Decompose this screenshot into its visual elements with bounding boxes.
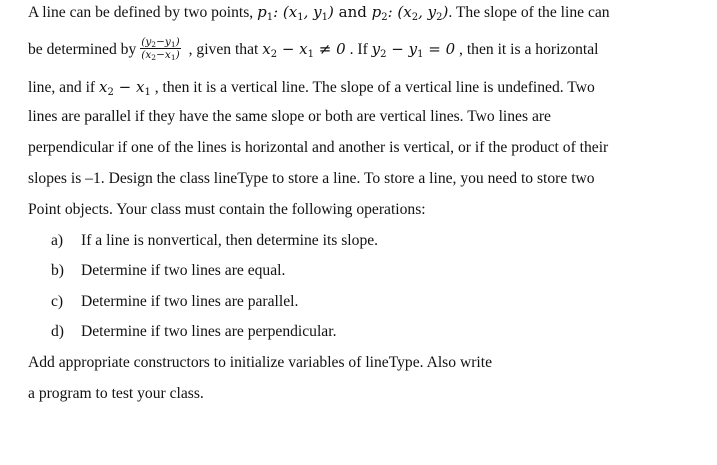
list-item-text: Determine if two lines are perpendicular. [81, 323, 337, 340]
list-item-label: d) [51, 323, 64, 340]
text-line-12: Add appropriate constructors to initialize variables of lineType. Also write [28, 354, 492, 371]
text-segment: , then it is a horizontal [455, 41, 599, 59]
text-segment: line, and if [28, 79, 100, 96]
text-segment: be determined by [28, 41, 137, 59]
list-item [51, 292, 298, 312]
point-p2: $p_2$: ($x_2$, $y_2$) [371, 3, 449, 23]
text-segment: . The slope of the line can [448, 4, 610, 21]
text-line-13: a program to test your class. [28, 385, 204, 402]
text-line-6: slopes is –1. Design the class lineType to store a line. To store a line, you need to store two [28, 170, 595, 187]
text-line-1: A line can be defined by two points, $p_1$: ($x_1$, $y_1$) and $p_2$: ($x_2$, $y_2$). The slope of the line can [28, 3, 610, 23]
text-line-3 [28, 77, 595, 98]
list-item-label: a) [51, 232, 64, 249]
list-item [51, 261, 285, 281]
text-line-5: perpendicular if one of the lines is horizontal and another is vertical, or if the product of their [28, 139, 609, 156]
list-item-text: If a line is nonvertical, then determine its slope. [81, 232, 379, 249]
horizontal-condition: $y_2 - y_1 = 0$ [371, 40, 456, 61]
text-line-2 [28, 38, 599, 63]
list-item [51, 322, 336, 342]
condition-expression: $x_2 - x_1 \ne 0$ [262, 40, 346, 61]
text-segment: . If [345, 41, 372, 59]
list-item [51, 231, 378, 251]
slope-fraction: $\frac{(y_2-y_1)}{(x_2-x_1)}$ [141, 36, 180, 62]
list-item-text: Determine if two lines are equal. [81, 262, 286, 279]
text-line-4: lines are parallel if they have the same slope or both are vertical lines. Two lines are [28, 108, 551, 125]
list-item-label: c) [51, 293, 64, 310]
text-segment: A line can be defined by two points, [28, 4, 258, 21]
text-segment: , given that [184, 41, 263, 59]
point-p1: $p_1$: ($x_1$, $y_1$) [257, 3, 334, 23]
text-line-7: Point objects. Your class must contain the following operations: [28, 201, 426, 218]
list-item-text: Determine if two lines are parallel. [81, 293, 299, 310]
vertical-condition: $x_2 - x_1$ [99, 78, 151, 98]
text-segment: , then it is a vertical line. The slope of a vertical line is undefined. Two [150, 79, 595, 96]
list-item-label: b) [51, 262, 64, 279]
